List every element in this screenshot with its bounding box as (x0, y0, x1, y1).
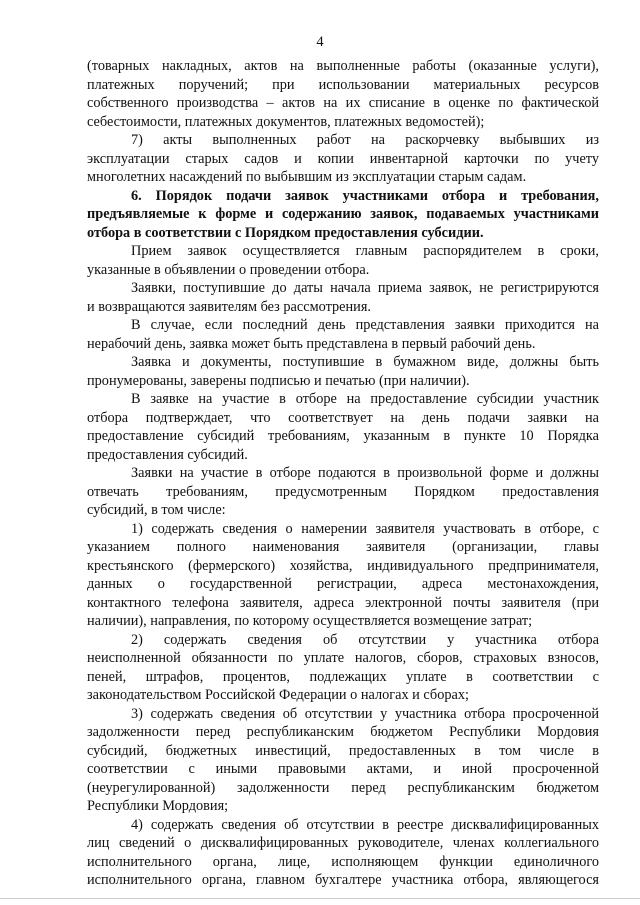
paragraph-line: крестьянского (фермерского) хозяйства, индивидуального предпринимателя, (87, 557, 599, 574)
paragraph-line: отбора подтверждает, что соответствует на день подачи заявки на (87, 409, 599, 426)
paragraph-line: неисполненной обязанности по уплате налогов, сборов, страховых взносов, (87, 650, 599, 666)
paragraph-line: контактного телефона заявителя, адреса электронной почты заявителя (при (87, 594, 599, 611)
paragraph-line: себестоимости, платежных документов, платежных ведомостей); (87, 113, 485, 130)
paragraph-line: задолженности перед республиканским бюджетом Республики Мордовия (87, 724, 599, 740)
paragraph-line: платежных поручений; при использовании материальных ресурсов (87, 76, 599, 93)
paragraph-line: данных о государственной регистрации, адреса местонахождения, (87, 576, 599, 592)
paragraph-line: предоставления субсидий. (87, 446, 248, 463)
paragraph-line: 3) содержать сведения об отсутствии у участника отбора просроченной (131, 705, 599, 722)
paragraph-line: предоставление субсидий требованиям, указанным в пункте 10 Порядка (87, 428, 599, 444)
paragraph-line: указанные в объявлении о проведении отбора. (87, 261, 370, 278)
paragraph-line: соответствии с иными правовыми актами, и иной просроченной (87, 761, 599, 777)
paragraph-line: (неурегулированной) задолженности перед республиканским бюджетом (87, 779, 599, 796)
paragraph-line: пронумерованы, заверены подписью и печатью (при наличии). (87, 372, 470, 389)
paragraph-line: исполнительного органа, главном бухгалтере участника отбора, являющегося (87, 872, 599, 888)
paragraph-line: лиц сведений о дисквалифицированных руководителе, членах коллегиального (87, 835, 599, 851)
paragraph-line: пеней, штрафов, процентов, подлежащих уплате в соответствии с (87, 668, 599, 685)
document-body (87, 57, 599, 890)
section-heading-line: 6. Порядок подачи заявок участниками отбора и требования, (131, 187, 599, 204)
page-number: 4 (316, 34, 324, 50)
paragraph-line: и возвращаются заявителям без рассмотрения. (87, 298, 371, 315)
paragraph-line: законодательством Российской Федерации о налогах и сборах; (87, 687, 469, 703)
paragraph-line: нерабочий день, заявка может быть представлена в первый рабочий день. (87, 335, 536, 352)
paragraph-line: 2) содержать сведения об отсутствии у участника отбора (131, 631, 599, 648)
section-heading-line: предъявляемые к форме и содержанию заявок, подаваемых участниками (87, 206, 599, 222)
paragraph-line: Заявка и документы, поступившие в бумажном виде, должны быть (131, 354, 599, 370)
paragraph-line: собственного производства – актов на их списание в оценке по фактической (87, 95, 599, 111)
paragraph-line: 1) содержать сведения о намерении заявителя участвовать в отборе, с (131, 520, 599, 537)
paragraph-line: Заявки на участие в отборе подаются в произвольной форме и должны (131, 465, 599, 481)
paragraph-line: многолетних насаждений по выбывшим из эксплуатации старым садам. (87, 169, 527, 185)
section-heading-line: отбора в соответствии с Порядком предоставления субсидии. (87, 224, 484, 241)
paragraph-line: 7) акты выполненных работ на раскорчевку выбывших из (131, 132, 599, 148)
paragraph-line: эксплуатации старых садов и копии инвентарной карточки по учету (87, 150, 599, 167)
paragraph-line: В заявке на участие в отборе на предоставление субсидии участник (131, 391, 599, 407)
paragraph-line: отвечать требованиям, предусмотренным Порядком предоставления (87, 483, 599, 500)
paragraph-line: Прием заявок осуществляется главным распорядителем в сроки, (131, 243, 599, 259)
paragraph-line: В случае, если последний день представления заявки приходится на (131, 317, 599, 333)
paragraph-line: Заявки, поступившие до даты начала приема заявок, не регистрируются (131, 280, 599, 296)
paragraph-line: (товарных накладных, актов на выполненные работы (оказанные услуги), (87, 58, 599, 74)
paragraph-line: субсидий, бюджетных инвестиций, предоставленных в том числе в (87, 742, 599, 759)
paragraph-line: Республики Мордовия; (87, 798, 229, 814)
paragraph-line: наличии), направления, по которому осуществляется возмещение затрат; (87, 613, 533, 629)
paragraph-line: 4) содержать сведения об отсутствии в реестре дисквалифицированных (131, 816, 599, 833)
paragraph-line: субсидий, в том числе: (87, 502, 226, 518)
paragraph-line: указанием полного наименования заявителя (организации, главы (87, 539, 599, 555)
paragraph-line: исполнительного органа, лице, исполняющем функции единоличного (87, 853, 599, 870)
page-bottom-edge (0, 898, 640, 899)
